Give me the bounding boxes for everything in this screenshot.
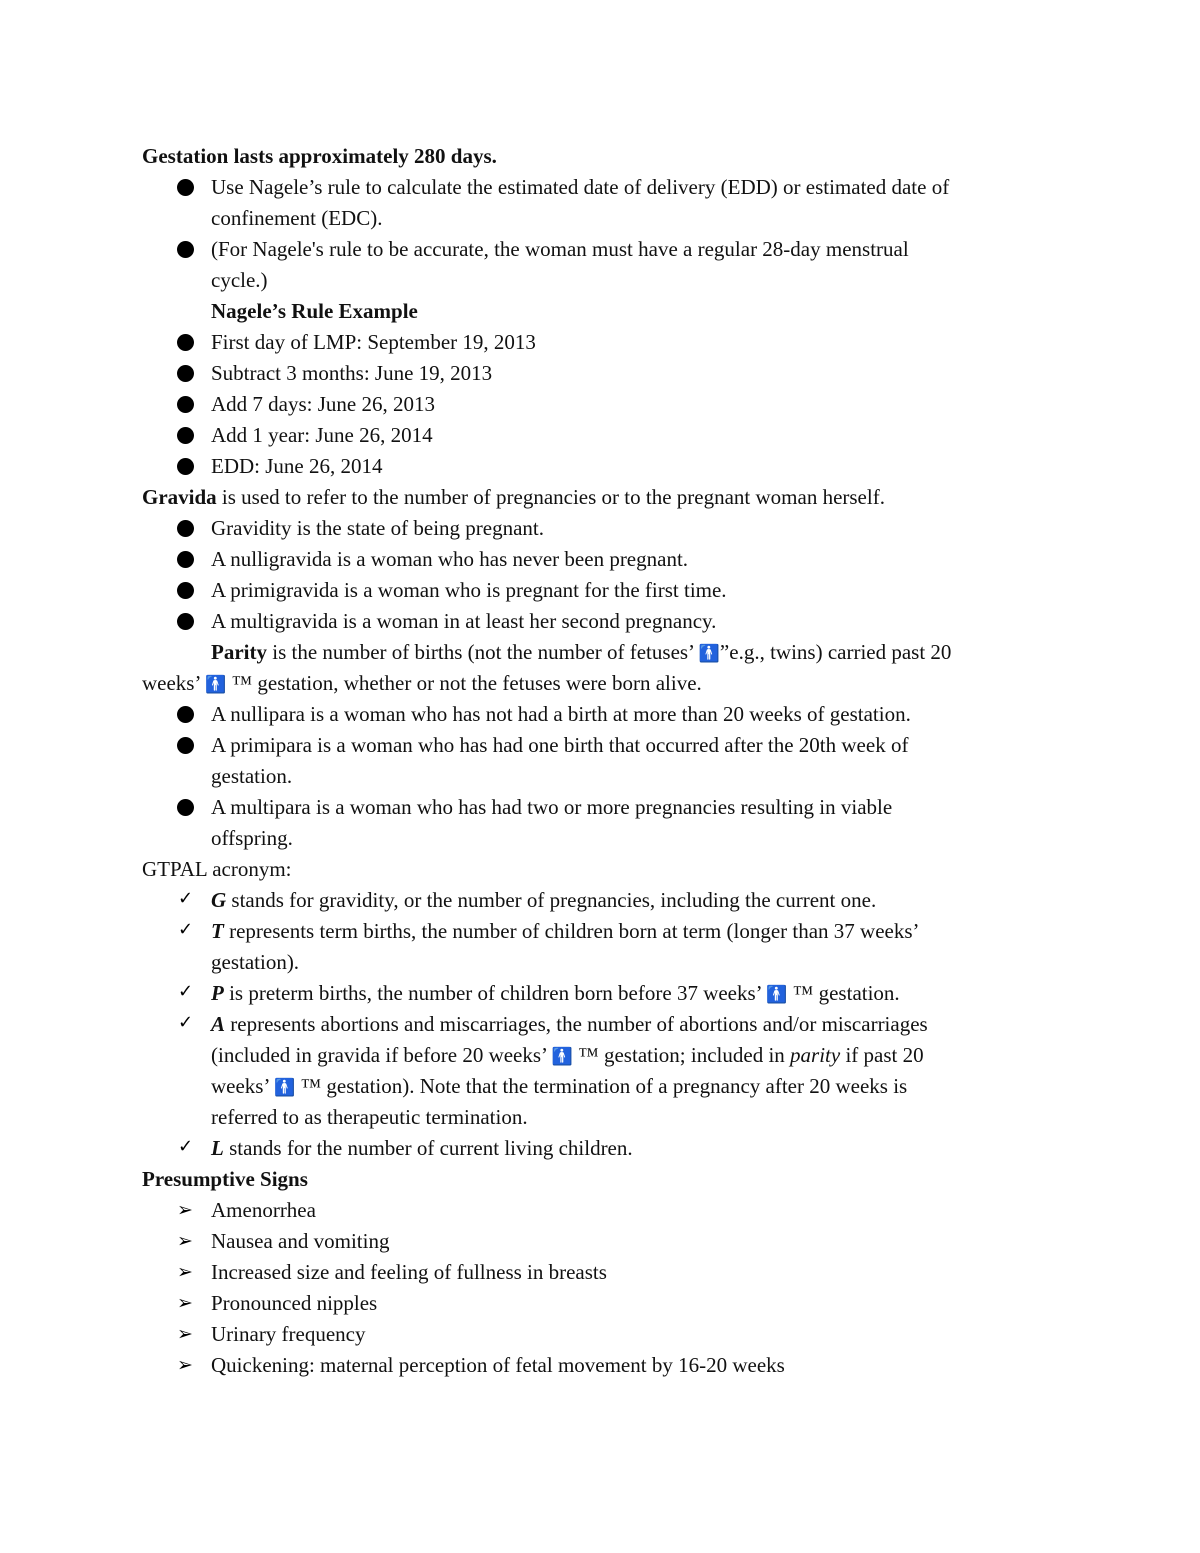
check-icon: ✓ bbox=[178, 1012, 194, 1033]
list-item: A primipara is a woman who has had one birth that occurred after the 20th week of gestation. bbox=[142, 730, 1082, 792]
list-item: Add 1 year: June 26, 2014 bbox=[142, 420, 1082, 451]
check-icon: ✓ bbox=[178, 919, 194, 940]
bullet-icon bbox=[177, 582, 194, 599]
check-icon: ✓ bbox=[178, 981, 194, 1002]
list-item: A nulligravida is a woman who has never been pregnant. bbox=[142, 544, 1082, 575]
list-item: Gravidity is the state of being pregnant. bbox=[142, 513, 1082, 544]
list-item: (For Nagele's rule to be accurate, the woman must have a regular 28-day menstrual cycle.) bbox=[142, 234, 1082, 296]
parity-paragraph: Parity is the number of births (not the number of fetuses’ 🚹”e.g., twins) carried past 20 bbox=[211, 640, 952, 664]
check-item: ✓ A represents abortions and miscarriages, the number of abortions and/or miscarriages (included in gravida if before 20 weeks’ 🚹 ™ gestation; included in parity if past 20 weeks’ 🚹 ™ gestation). Note that the termination of a pregnancy after 20 weeks is referred to as therapeutic termination. bbox=[142, 1009, 1082, 1133]
man-symbol-icon: 🚹 bbox=[274, 1078, 296, 1098]
man-symbol-icon: 🚹 bbox=[551, 1047, 573, 1067]
list-item: Subtract 3 months: June 19, 2013 bbox=[142, 358, 1082, 389]
document-body bbox=[142, 141, 1082, 1381]
list-item: Use Nagele’s rule to calculate the estimated date of delivery (EDD) or estimated date of confinement (EDC). bbox=[142, 172, 1082, 234]
check-item: ✓ T represents term births, the number of children born at term (longer than 37 weeks’ gestation). bbox=[142, 916, 1082, 978]
bullet-icon bbox=[177, 179, 194, 196]
arrowhead-icon: ➢ bbox=[177, 1323, 193, 1345]
arrow-item: ➢ Increased size and feeling of fullness in breasts bbox=[142, 1257, 1082, 1288]
list-item: First day of LMP: September 19, 2013 bbox=[142, 327, 1082, 358]
bullet-icon bbox=[177, 613, 194, 630]
man-symbol-icon: 🚹 bbox=[205, 675, 227, 695]
list-item: A multigravida is a woman in at least her second pregnancy. bbox=[142, 606, 1082, 637]
check-icon: ✓ bbox=[178, 888, 194, 909]
nagele-example-heading: Nagele’s Rule Example bbox=[211, 299, 418, 323]
parity-paragraph-continued: weeks’ 🚹 ™ gestation, whether or not the fetuses were born alive. bbox=[142, 671, 702, 695]
gestation-heading: Gestation lasts approximately 280 days. bbox=[142, 144, 497, 168]
check-icon: ✓ bbox=[178, 1136, 194, 1157]
bullet-icon bbox=[177, 427, 194, 444]
arrow-item: ➢ Amenorrhea bbox=[142, 1195, 1082, 1226]
bullet-icon bbox=[177, 365, 194, 382]
man-symbol-icon: 🚹 bbox=[766, 985, 788, 1005]
list-item: EDD: June 26, 2014 bbox=[142, 451, 1082, 482]
arrowhead-icon: ➢ bbox=[177, 1230, 193, 1252]
check-item: ✓ G stands for gravidity, or the number of pregnancies, including the current one. bbox=[142, 885, 1082, 916]
list-item: Add 7 days: June 26, 2013 bbox=[142, 389, 1082, 420]
bullet-icon bbox=[177, 334, 194, 351]
check-item: ✓ L stands for the number of current living children. bbox=[142, 1133, 1082, 1164]
bullet-icon bbox=[177, 520, 194, 537]
gtpal-heading: GTPAL acronym: bbox=[142, 857, 292, 881]
bullet-icon bbox=[177, 241, 194, 258]
arrowhead-icon: ➢ bbox=[177, 1199, 193, 1221]
arrowhead-icon: ➢ bbox=[177, 1292, 193, 1314]
bullet-icon bbox=[177, 799, 194, 816]
arrowhead-icon: ➢ bbox=[177, 1354, 193, 1376]
check-item: ✓ P is preterm births, the number of children born before 37 weeks’ 🚹 ™ gestation. bbox=[142, 978, 1082, 1009]
gravida-paragraph: Gravida is used to refer to the number of pregnancies or to the pregnant woman herself. bbox=[142, 485, 885, 509]
arrow-item: ➢ Urinary frequency bbox=[142, 1319, 1082, 1350]
arrow-item: ➢ Quickening: maternal perception of fetal movement by 16-20 weeks bbox=[142, 1350, 1082, 1381]
bullet-icon bbox=[177, 458, 194, 475]
bullet-icon bbox=[177, 706, 194, 723]
bullet-icon bbox=[177, 737, 194, 754]
arrow-item: ➢ Nausea and vomiting bbox=[142, 1226, 1082, 1257]
arrowhead-icon: ➢ bbox=[177, 1261, 193, 1283]
man-symbol-icon: 🚹 bbox=[698, 644, 720, 664]
list-item: A nullipara is a woman who has not had a birth at more than 20 weeks of gestation. bbox=[142, 699, 1082, 730]
list-item: A primigravida is a woman who is pregnant for the first time. bbox=[142, 575, 1082, 606]
list-item: A multipara is a woman who has had two or more pregnancies resulting in viable offspring. bbox=[142, 792, 1082, 854]
bullet-icon bbox=[177, 396, 194, 413]
arrow-item: ➢ Pronounced nipples bbox=[142, 1288, 1082, 1319]
bullet-icon bbox=[177, 551, 194, 568]
presumptive-heading: Presumptive Signs bbox=[142, 1167, 308, 1191]
